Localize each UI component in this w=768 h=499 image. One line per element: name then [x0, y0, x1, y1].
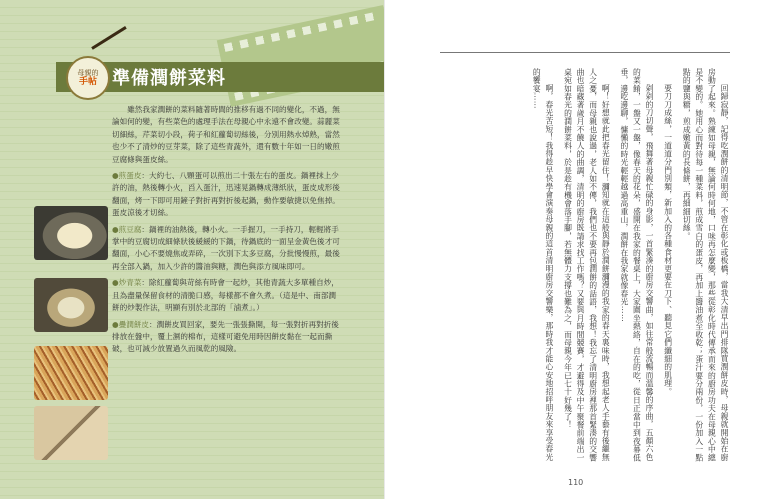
page-gutter	[384, 0, 385, 499]
paragraph: 剁剁的刀切聲，飛舞著母親忙碌的身影，一首緊湊的廚房交響曲，如往常般流暢而溫馨的序曲，五顏六色的菜餚，一盤又一盤，像春天的花朵，盛開在我家的餐桌上，大家圍坐熱絡，自在的吃，從日正當中到夜幕低垂，邊吃邊聊，慵懶的時光輕輕越過高重山，潤餅在我家就像春光……	[619, 68, 655, 462]
paragraph: 要刀刀成絲，一道道分門別類，新加入的各種食材更要在刀下、聽見它們纖細的肌理。	[663, 83, 673, 396]
badge-line-2: 手帖	[78, 77, 97, 87]
top-rule	[440, 52, 730, 53]
item-vegetables	[112, 277, 340, 314]
paragraph: 回歸寂靜，記得吃潤餅的清明節，不管在彰化或板橋，當我大清早出門排隊買潤餅皮時，母親就開始在廚房動了起來。熟練如母親，無論何時何地，口味再怎麼變，那些從彰化時代傳承而來的廚房功夫在母親心中總是不變的。她用心而對待每一種菜料，煎成雪白的蛋皮，再加上醬油煮至收乾；蛋汁要分兩份，一份加入一點點的鹽與糖，煎成嫩黃的長條餅，再細細切絲。	[682, 68, 729, 462]
item-tofu	[112, 224, 340, 274]
page-number: 110	[568, 478, 584, 487]
paragraph: 啊！好想就此把春光留住！瀰知就在這般與靜於潤餅瀰漫的我家的春天裏味時，我想起老人手藝有後繼無人之憂，而母親也說過，老人如不傳，我們也不要再包潤餅的話語，我想！我忘了清明廚房裡那首緊湊的交響曲也暗藏著歲月不饒人的曲調，清明的廚房既請求找工作嗎？又要與月時間競賽，才避得及中午聚餐前端出一桌宛如春光的潤餅菜料，於是趁有機會落手腳，若無體力支撐也難為之，而母親今年已七十好幾了！	[563, 68, 611, 462]
item-wrappers	[112, 319, 340, 356]
intro-paragraph: 雖然我家潤餅的菜料隨著時間的推移有過不同的變化，不過，無論如何的變，有些菜色的處理手法在母親心中永遠不會改變。蒜麗菜切細絲，芹菜切小段，荷子和紅蘿蔔切絲後，分別用熱水焯熟，當然也少不了清炒的豆芽菜，除了這些青蔬外，還有數十年如一日的嫩煎豆腐條與蛋皮絲。	[112, 105, 340, 164]
photo-wrappers	[34, 406, 108, 460]
item-label: ●煎豆腐	[112, 224, 142, 234]
item-text: ：潤餅皮買回家，要先一張張撕開，每一張對折再對折後排放在盤中，覆上濕的棉布，這樣可避免用時因餅皮黏在一起而撕破，也可減少放置過久而風乾的風險。	[112, 319, 339, 354]
item-text: ：除紅蘿蔔與苛絲有時會一起炒，其他青蔬大多單種自炒，且為盡量保留食材的清脆口感，每樣都不會久煮。（這是中、南部潤餅的炒製作法，明顯有別於北部的「滷煮」。）	[112, 278, 339, 313]
item-label: ●煎蛋皮	[112, 171, 142, 181]
photo-vegetables	[34, 346, 108, 400]
item-text: ：大約七、八顆蛋可以煎出二十張左右的蛋皮。鍋裡抹上少許的油，熱後轉小火，舀入蛋汁，迅速晃鍋轉成薄紙狀，蛋皮成形後翻面，烤一下即可用鏟子對折再對折後起鍋，動作要敏捷以免焦掉。蛋皮涼後才切絲。	[112, 171, 340, 218]
right-body-text	[440, 68, 730, 468]
badge-line-1: 母親的	[77, 69, 99, 77]
item-egg-crepe	[112, 170, 340, 220]
item-text: ：鍋裡的油熱後，轉小火。一手握刀，一手持刀，輕輕將手掌中的豆腐切成細條狀後緩緩的下鍋，待鍋底的一面呈金黃色後才可翻面，小心不要燒焦或弄碎，一次別下太多豆腐，分批慢慢煎，最後再全部入鍋，加入少許的醬油與糖，潤色與添方風味即可。	[112, 224, 340, 271]
item-label: ●疊潤餅皮	[112, 319, 150, 329]
photo-tofu	[34, 278, 108, 332]
photo-egg-crepe	[34, 206, 108, 260]
item-label: ●炒青菜	[112, 278, 142, 288]
notebook-badge-icon	[66, 56, 110, 100]
paragraph: 啊，春光苦短！我得趁早快學會演奏母親的這首清明廚房交響樂，那時我才能心安地招呼朋友來享受春光的饗宴……	[532, 68, 554, 461]
left-body-text	[112, 104, 340, 360]
page-title: 準備潤餅菜料	[112, 68, 226, 89]
